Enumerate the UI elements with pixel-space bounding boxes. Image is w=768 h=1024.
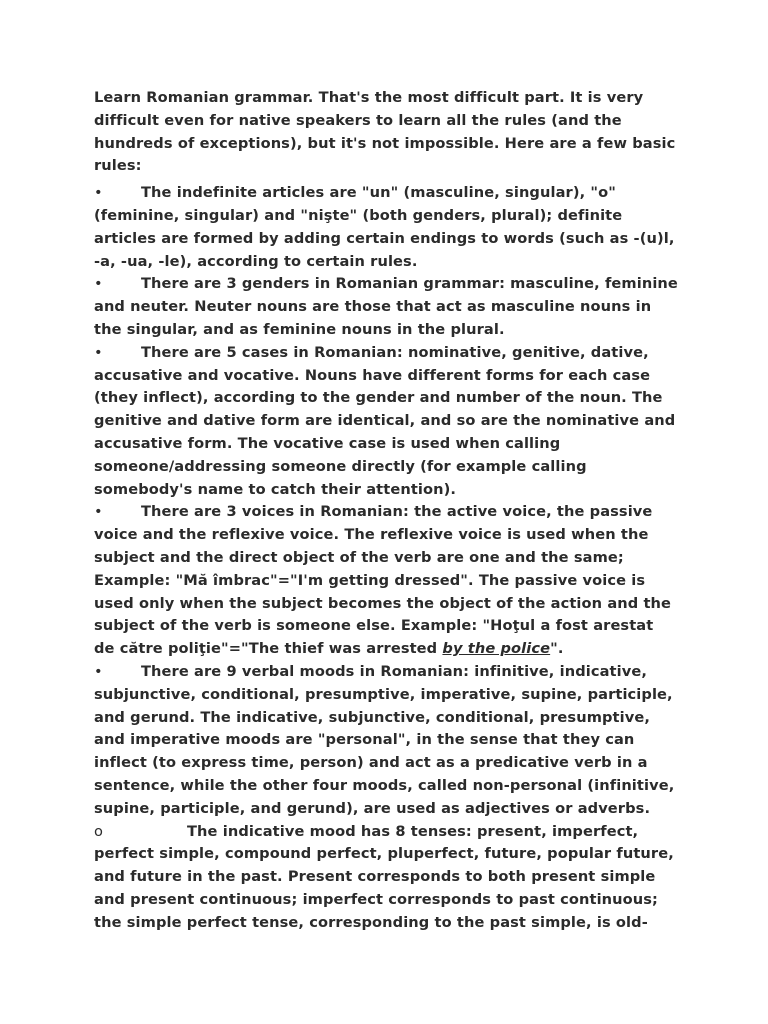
bullet-icon: •	[94, 662, 103, 680]
list-item	[94, 661, 678, 821]
list-item	[94, 273, 678, 341]
intro-paragraph: Learn Romanian grammar. That's the most difficult part. It is very difficult even for native speakers to learn all the rules (and the hundreds of exceptions), but it's not impossible. Here are a few basic rules:	[94, 89, 676, 175]
list-item	[94, 182, 678, 273]
list-item-text: There are 5 cases in Romanian: nominative, genitive, dative, accusative and vocative. Nouns have different forms for each case (they inflect), according to the gender and number of the noun. The genitive and dative form are identical, and so are the nominative and accusative form. The vocative case is used when calling someone/addressing someone directly (for example calling somebody's name to catch their attention).	[94, 343, 676, 498]
document-body	[94, 87, 678, 934]
bullet-icon: •	[94, 184, 103, 202]
list-item	[94, 342, 678, 502]
list-item-text: There are 3 voices in Romanian: the active voice, the passive voice and the reflexive voice. The reflexive voice is used when the subject and the direct object of the verb are one and the same; Example: "Mă îmbrac"="I'm getting dressed". The passive voice is used only when the subject becomes the object of the action and the subject of the verb is someone else. Example: "Hoţul a fost arestat de către poliţie"="The thief was arrested	[94, 503, 672, 658]
list-item-text: There are 9 verbal moods in Romanian: infinitive, indicative, subjunctive, conditional, presumptive, imperative, supine, participle, and gerund. The indicative, subjunctive, conditional, presumptive, and imperative moods are "personal", in the sense that they can inflect (to express time, person) and act as a predicative verb in a sentence, while the other four moods, called non-personal (infinitive, supine, participle, and gerund), are used as adjectives or adverbs.	[94, 662, 675, 817]
list-item-text-end: ".	[550, 640, 564, 658]
list-item-text: There are 3 genders in Romanian grammar: masculine, feminine and neuter. Neuter nouns are those that act as masculine nouns in the singular, and as feminine nouns in the plural.	[94, 275, 678, 338]
list-item-text: The indefinite articles are "un" (masculine, singular), "o" (feminine, singular) and "nişte" (both genders, plural); definite articles are formed by adding certain endings to words (such as -(u)l, -a, -ua, -le), according to certain rules.	[94, 184, 675, 270]
sub-list-item	[94, 821, 678, 935]
bullet-icon: •	[94, 503, 103, 521]
circle-bullet-icon: o	[94, 822, 104, 840]
list-item	[94, 501, 678, 661]
list-item-text: The indicative mood has 8 tenses: present, imperfect, perfect simple, compound perfect, pluperfect, future, popular future, and future in the past. Present corresponds to both present simple and present continuous; imperfect corresponds to past continuous; the simple perfect tense, corresponding to the past simple, is old-	[94, 822, 674, 931]
bullet-icon: •	[94, 275, 103, 293]
emphasized-link-text[interactable]: by the police	[442, 640, 551, 658]
bullet-icon: •	[94, 343, 103, 361]
